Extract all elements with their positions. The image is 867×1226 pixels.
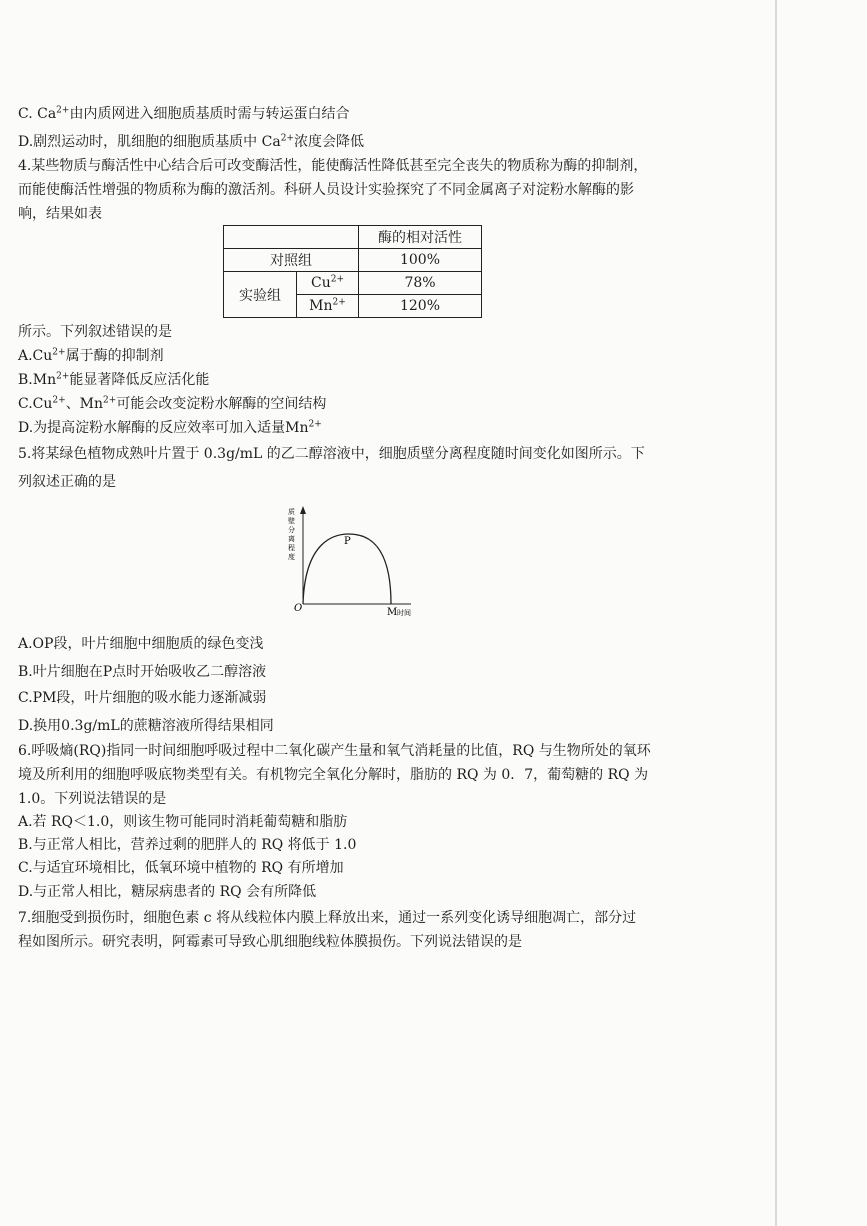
q7-stem-line2: 程如图所示。研究表明，阿霉素可导致心肌细胞线粒体膜损伤。下列说法错误的是 [18, 934, 522, 950]
table-cu-ion: $Cu^{2+}$ [297, 272, 359, 295]
q6-stem-line2: 境及所利用的细胞呼吸底物类型有关。有机物完全氧化分解时，脂肪的 RQ 为 0．7，葡萄糖的 RQ 为 [18, 767, 649, 783]
label-peak: P [344, 536, 351, 547]
q6-option-c: C.与适宜环境相比，低氧环境中植物的 RQ 有所增加 [18, 860, 344, 876]
q4-option-b: $B.Mn^{2+}$能显著降低反应活化能 [18, 371, 210, 388]
table-control-value: 100% [359, 249, 482, 272]
q6-option-a: A.若 RQ＜1.0，则该生物可能同时消耗葡萄糖和脂肪 [18, 814, 348, 830]
page-edge [775, 0, 777, 1226]
q4-option-d: D.为提高淀粉水解酶的反应效率可加入适量$Mn^{2+}$ [18, 419, 322, 436]
q6-option-b: B.与正常人相比，营养过剩的肥胖人的 RQ 将低于 1.0 [18, 837, 357, 853]
q4-stem-line3: 响，结果如表 [18, 206, 102, 222]
table-mn-ion: $Mn^{2+}$ [297, 295, 359, 318]
figure-xlabel: 时间 [397, 609, 411, 617]
plasmolysis-figure [283, 500, 433, 625]
q6-stem-line1: 6.呼吸熵(RQ)指同一时间细胞呼吸过程中二氧化碳产生量和氧气消耗量的比值，RQ 与生物所处的氧环 [18, 743, 651, 759]
table-control-label: 对照组 [224, 249, 359, 272]
q3-option-c: C. $Ca^{2+}$由内质网进入细胞质基质时需与转运蛋白结合 [18, 105, 350, 122]
q4-stem-line1: 4.某些物质与酶活性中心结合后可改变酶活性，能使酶活性降低甚至完全丧失的物质称为酶的抑制剂， [18, 158, 648, 174]
q5-stem-line2: 列叙述正确的是 [18, 474, 116, 490]
q6-stem-line3: 1.0。下列说法错误的是 [18, 791, 167, 807]
enzyme-activity-table [223, 225, 482, 318]
q5-option-a: A.OP段，叶片细胞中细胞质的绿色变浅 [18, 636, 264, 652]
table-header: 酶的相对活性 [359, 226, 482, 249]
q5-stem-line1: 5.将某绿色植物成熟叶片置于 0.3g/mL 的乙二醇溶液中，细胞质壁分离程度随时间变化如图所示。下 [18, 446, 645, 462]
q6-option-d: D.与正常人相比，糖尿病患者的 RQ 会有所降低 [18, 884, 317, 900]
q7-stem-line1: 7.细胞受到损伤时，细胞色素 c 将从线粒体内膜上释放出来，通过一系列变化诱导细胞凋亡，部分过 [18, 910, 637, 926]
y-axis-arrow [300, 506, 306, 514]
table-exp-label: 实验组 [224, 272, 297, 318]
q4-option-c: $C.Cu^{2+}$、$Mn^{2+}$可能会改变淀粉水解酶的空间结构 [18, 395, 327, 412]
table-corner-cell [224, 226, 359, 249]
label-m: M [387, 607, 398, 618]
q5-option-d: D.换用0.3g/mL的蔗糖溶液所得结果相同 [18, 718, 274, 734]
q3-option-d: D.剧烈运动时，肌细胞的细胞质基质中 $Ca^{2+}$浓度会降低 [18, 133, 364, 150]
label-origin: O [294, 603, 303, 614]
table-cu-value: 78% [359, 272, 482, 295]
table-mn-value: 120% [359, 295, 482, 318]
figure-ylabel: 质壁分离程度 [288, 508, 295, 561]
q5-option-b: B.叶片细胞在P点时开始吸收乙二醇溶液 [18, 664, 267, 680]
q4-stem-after-table: 所示。下列叙述错误的是 [18, 324, 172, 340]
q5-option-c: C.PM段，叶片细胞的吸水能力逐渐减弱 [18, 690, 267, 706]
q4-stem-line2: 而能使酶活性增强的物质称为酶的激活剂。科研人员设计实验探究了不同金属离子对淀粉水解酶的影 [18, 182, 634, 198]
q4-option-a: $A.Cu^{2+}$属于酶的抑制剂 [18, 347, 164, 364]
